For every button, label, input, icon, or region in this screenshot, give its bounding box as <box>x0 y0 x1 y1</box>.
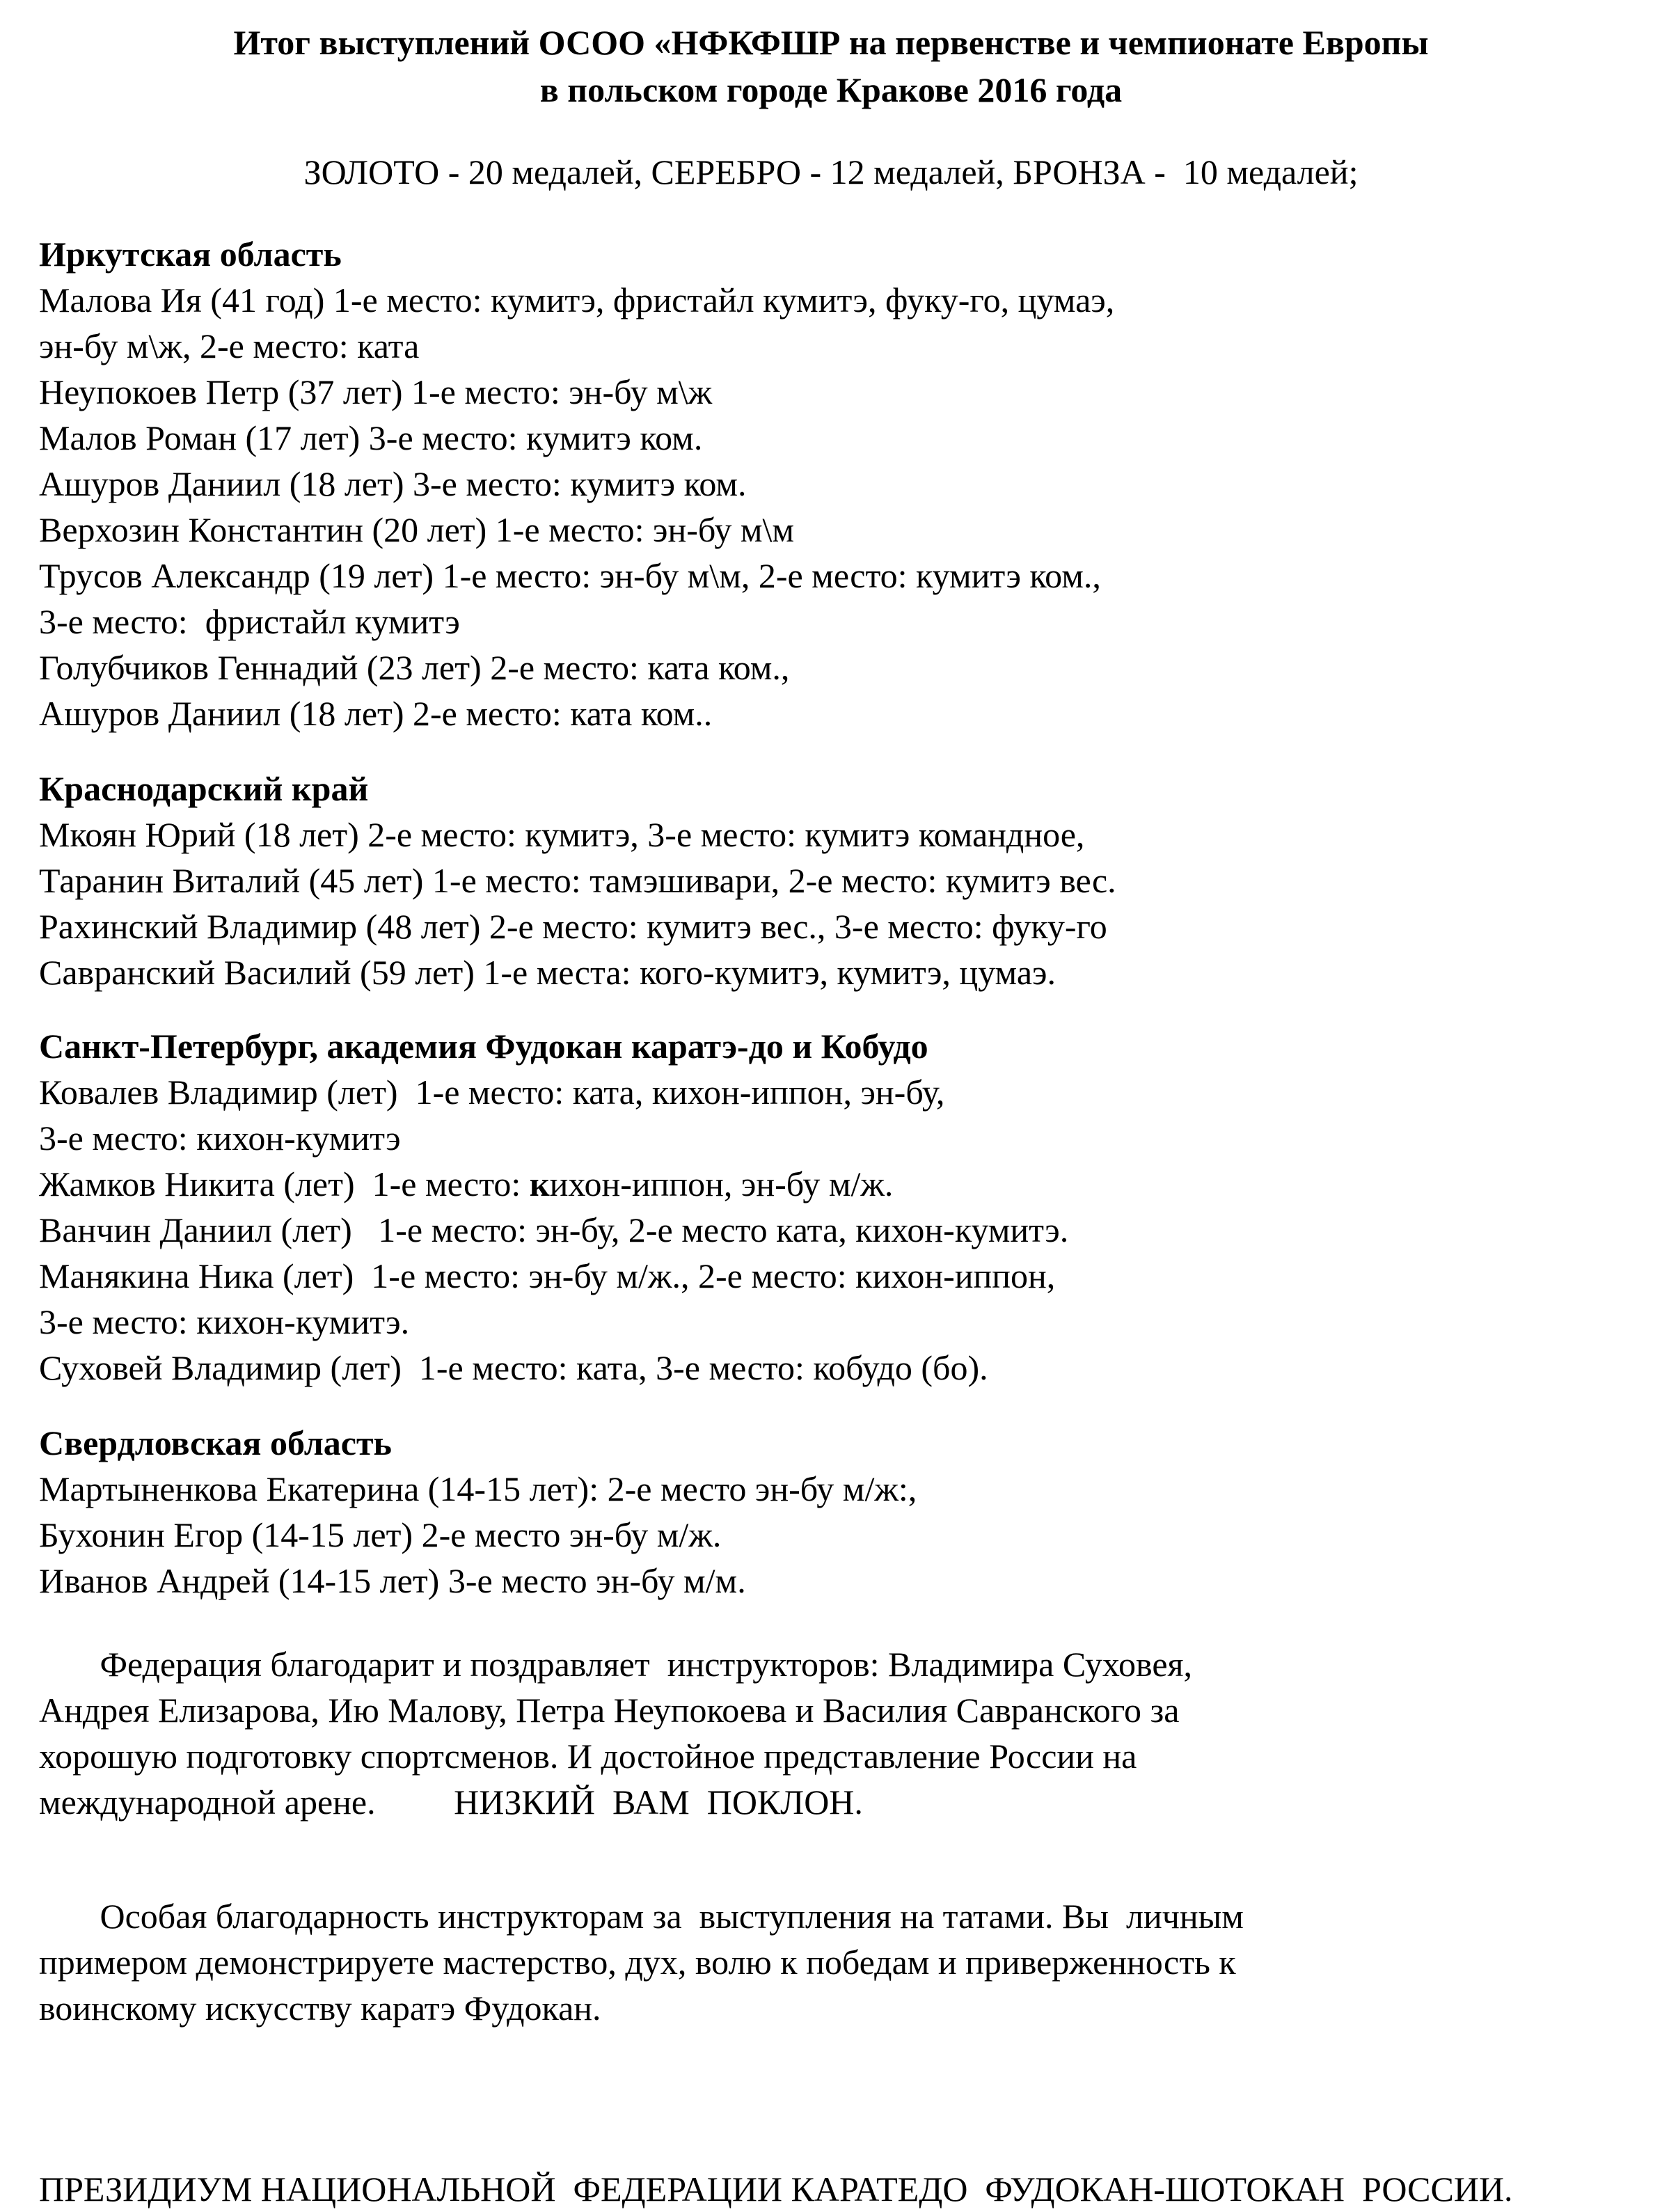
result-line: Малова Ия (41 год) 1-е место: кумитэ, фристайл кумитэ, фуку-го, цумаэ, <box>39 281 1115 319</box>
result-line: 3-е место: кихон-кумитэ. <box>39 1302 410 1341</box>
paragraph-line: хорошую подготовку спортсменов. И достойное представление России на <box>39 1737 1137 1776</box>
result-line: 3-е место: кихон-кумитэ <box>39 1119 401 1158</box>
section-heading: Краснодарский край <box>39 769 369 808</box>
paragraph-line: международной арене. НИЗКИЙ ВАМ ПОКЛОН. <box>39 1783 863 1822</box>
section-irkutsk <box>39 231 1634 736</box>
result-line <box>39 1161 1634 1207</box>
result-line: Рахинский Владимир (48 лет) 2-е место: кумитэ вес., 3-е место: фуку-го <box>39 907 1107 946</box>
result-line: Бухонин Егор (14-15 лет) 2-е место эн-бу м/ж. <box>39 1515 722 1554</box>
result-line: Ковалев Владимир (лет) 1-е место: ката, кихон-иппон, эн-бу, <box>39 1073 945 1112</box>
paragraph-line: примером демонстрируете мастерство, дух, волю к победам и приверженность к <box>39 1943 1236 1982</box>
bold-letter: к <box>529 1164 550 1203</box>
result-line: Савранский Василий (59 лет) 1-е места: кого-кумитэ, кумитэ, цумаэ. <box>39 953 1056 992</box>
result-line: Малов Роман (17 лет) 3-е место: кумитэ ком. <box>39 418 703 457</box>
result-text: ихон-иппон, эн-бу м/ж. <box>549 1164 894 1203</box>
thanks-paragraph-2 <box>39 1893 1634 2031</box>
result-line: Трусов Александр (19 лет) 1-е место: эн-бу м\м, 2-е место: кумитэ ком., <box>39 556 1101 595</box>
result-line: Иванов Андрей (14-15 лет) 3-е место эн-бу м/м. <box>39 1561 746 1600</box>
paragraph-line: Особая благодарность инструкторам за выступления на татами. Вы личным <box>39 1897 1244 1936</box>
medal-summary: ЗОЛОТО - 20 медалей, СЕРЕБРО - 12 медалей, БРОНЗА - 10 медалей; <box>303 152 1359 191</box>
section-saint-petersburg <box>39 1023 1634 1391</box>
result-line: 3-е место: фристайл кумитэ <box>39 602 460 641</box>
footer-text: ПРЕЗИДИУМ НАЦИОНАЛЬНОЙ ФЕДЕРАЦИИ КАРАТЕДО ФУДОКАН-ШОТОКАН РОССИИ. <box>39 2170 1513 2209</box>
result-line: Неупокоев Петр (37 лет) 1-е место: эн-бу м\ж <box>39 372 713 411</box>
section-heading: Санкт-Петербург, академия Фудокан каратэ-до и Кобудо <box>39 1027 928 1066</box>
result-line: Манякина Ника (лет) 1-е место: эн-бу м/ж., 2-е место: кихон-иппон, <box>39 1256 1056 1295</box>
result-line: Суховей Владимир (лет) 1-е место: ката, 3-е место: кобудо (бо). <box>39 1348 988 1387</box>
result-text: Жамков Никита (лет) 1-е место: <box>39 1164 530 1203</box>
result-line: Ашуров Даниил (18 лет) 2-е место: ката ком.. <box>39 694 713 733</box>
result-line: Голубчиков Геннадий (23 лет) 2-е место: ката ком., <box>39 648 790 687</box>
section-heading: Иркутская область <box>39 235 342 274</box>
result-line: Ашуров Даниил (18 лет) 3-е место: кумитэ ком. <box>39 464 747 503</box>
paragraph-line: воинскому искусству каратэ Фудокан. <box>39 1989 601 2028</box>
result-line: Ванчин Даниил (лет) 1-е место: эн-бу, 2-е место ката, кихон-кумитэ. <box>39 1210 1069 1249</box>
paragraph-line: Андрея Елизарова, Ию Малову, Петра Неупокоева и Василия Савранского за <box>39 1691 1180 1730</box>
result-line: Верхозин Константин (20 лет) 1-е место: эн-бу м\м <box>39 510 795 549</box>
result-line: Мкоян Юрий (18 лет) 2-е место: кумитэ, 3-е место: кумитэ командное, <box>39 815 1085 854</box>
paragraph-line: Федерация благодарит и поздравляет инструкторов: Владимира Суховея, <box>39 1645 1193 1684</box>
document-title-line-1: Итог выступлений ОСОО «НФКФШР на первенстве и чемпионате Европы <box>233 23 1429 62</box>
result-line: Таранин Виталий (45 лет) 1-е место: тамэшивари, 2-е место: кумитэ вес. <box>39 861 1116 900</box>
section-krasnodar <box>39 766 1634 995</box>
result-line: Мартыненкова Екатерина (14-15 лет): 2-е место эн-бу м/ж:, <box>39 1469 917 1508</box>
thanks-paragraph-1 <box>39 1641 1634 1825</box>
presidium-signature <box>39 2166 1634 2212</box>
section-heading: Свердловская область <box>39 1423 392 1462</box>
result-line: эн-бу м\ж, 2-е место: ката <box>39 326 420 365</box>
section-sverdlovsk <box>39 1420 1634 1604</box>
document-title-line-2: в польском городе Кракове 2016 года <box>539 70 1123 109</box>
